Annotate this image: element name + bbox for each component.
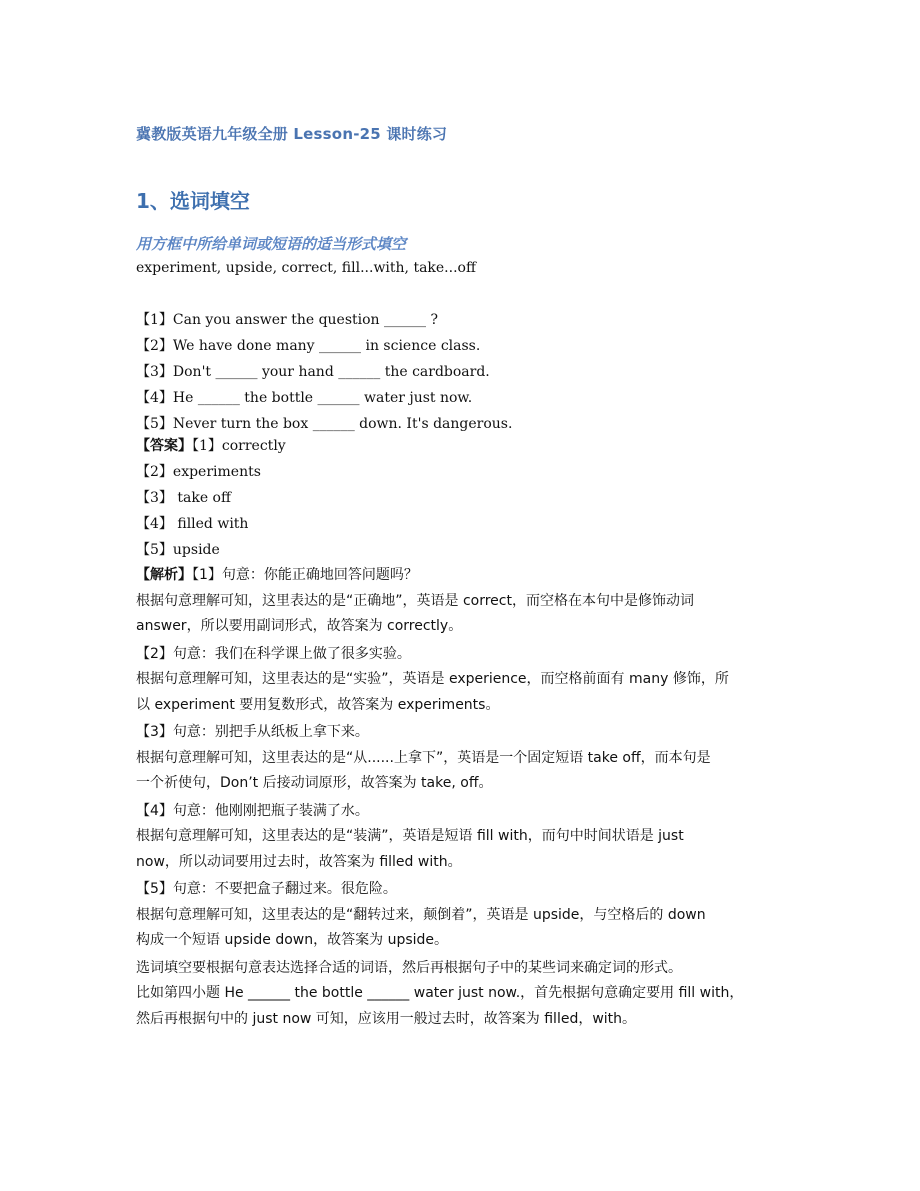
answer-item: 【2】experiments xyxy=(136,464,261,480)
analysis-line: 【5】句意：不要把盒子翻过来。很危险。 xyxy=(136,881,397,897)
answer-item xyxy=(136,436,286,462)
analysis-line: 【4】句意：他刚刚把瓶子装满了水。 xyxy=(136,802,369,819)
analysis-line: 然后再根据句中的 just now 可知，应该用一般过去时，故答案为 filled，with。 xyxy=(136,1010,637,1027)
analysis-line: 根据句意理解可知，这里表达的是“正确地”，英语是 correct，而空格在本句中是修饰动词 xyxy=(136,592,694,609)
analysis-line: 根据句意理解可知，这里表达的是“翻转过来，颠倒着”，英语是 upside，与空格后的 down xyxy=(136,906,706,923)
analysis-block xyxy=(136,563,786,1032)
question-item: 【3】Don't ______ your hand ______ the cardboard. xyxy=(136,364,490,380)
analysis-label: 【解析】 xyxy=(136,567,192,583)
answer-item: 【4】 filled with xyxy=(136,516,249,532)
section-heading: 1、选词填空 xyxy=(136,189,250,213)
analysis-line: 根据句意理解可知，这里表达的是“实验”，英语是 experience，而空格前面有 many 修饰，所 xyxy=(136,671,729,687)
analysis-line: 【解析】【1】句意：你能正确地回答问题吗？ xyxy=(136,567,418,583)
answer-item: 【5】upside xyxy=(136,542,220,558)
question-item: 【2】We have done many ______ in science class. xyxy=(136,338,481,354)
answer-label: 【答案】 xyxy=(136,438,192,454)
question-item: 【5】Never turn the box ______ down. It's dangerous. xyxy=(136,416,513,432)
analysis-line: now，所以动词要用过去时，故答案为 filled with。 xyxy=(136,853,462,870)
analysis-line: 根据句意理解可知，这里表达的是“装满”，英语是短语 fill with，而句中时间状语是 just xyxy=(136,828,684,844)
analysis-line: 一个祈使句，Don’t 后接动词原形，故答案为 take, off。 xyxy=(136,775,493,791)
question-list xyxy=(136,310,512,440)
analysis-line: 构成一个短语 upside down，故答案为 upside。 xyxy=(136,932,449,948)
instruction-text: 用方框中所给单词或短语的适当形式填空 xyxy=(136,235,407,253)
answer-item: 【3】 take off xyxy=(136,490,231,506)
question-item: 【4】He ______ the bottle ______ water just now. xyxy=(136,390,473,406)
analysis-line: 以 experiment 要用复数形式，故答案为 experiments。 xyxy=(136,696,500,713)
analysis-line: 选词填空要根据句意表达选择合适的词语，然后再根据句子中的某些词来确定词的形式。 xyxy=(136,959,682,976)
question-item: 【1】Can you answer the question ______ ? xyxy=(136,312,438,328)
analysis-line: 【2】句意：我们在科学课上做了很多实验。 xyxy=(136,645,411,662)
analysis-line: 比如第四小题 He ______ the bottle ______ water just now.，首先根据句意确定要用 fill with， xyxy=(136,985,744,1001)
analysis-line: 【3】句意：别把手从纸板上拿下来。 xyxy=(136,724,369,740)
word-bank: experiment, upside, correct, fill...with, take...off xyxy=(136,260,476,276)
answer-list xyxy=(136,436,286,566)
document-title: 冀教版英语九年级全册 Lesson-25 课时练习 xyxy=(136,125,448,143)
analysis-line: answer，所以要用副词形式，故答案为 correctly。 xyxy=(136,618,463,634)
answer-text: 【1】correctly xyxy=(192,438,286,454)
analysis-line: 根据句意理解可知，这里表达的是“从......上拿下”，英语是一个固定短语 take off，而本句是 xyxy=(136,749,711,766)
